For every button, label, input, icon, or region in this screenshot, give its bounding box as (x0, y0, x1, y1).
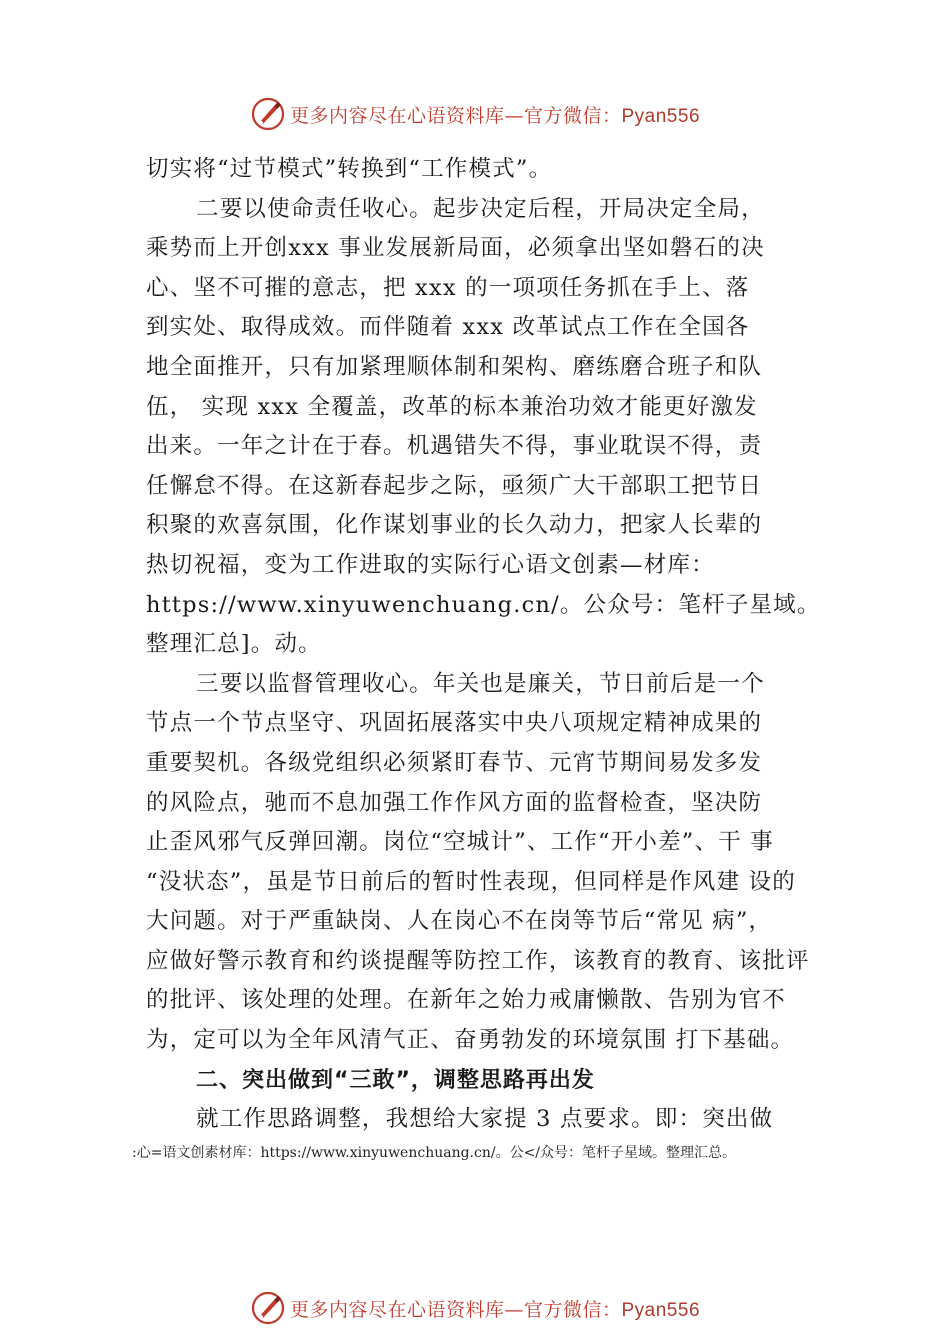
text-line: 热切祝福，变为工作进取的实际行心语文创素—材库： (146, 551, 715, 578)
text-line: 止歪风邪气反弹回潮。岗位“空城计”、工作“开小差”、干 事 (146, 829, 774, 856)
text-line: 就工作思路调整，我想给大家提 3 点要求。即：突出做 (196, 1106, 774, 1133)
text-line: 任懈怠不得。在这新春起步之际，亟须广大干部职工把节日 (146, 472, 763, 499)
wechat-id: Pyan556 (621, 105, 701, 127)
text-line: 地全面推开，只有加紧理顺体制和架构、磨练磨合班子和队 (146, 353, 763, 380)
text-line: 到实处、取得成效。而伴随着 xxx 改革试点工作在全国各 (146, 314, 750, 341)
banner-text (290, 1295, 700, 1322)
text-line: 乘势而上开创xxx 事业发展新局面，必须拿出坚如磐石的决 (146, 235, 765, 262)
text-line: 切实将“过节模式”转换到“工作模式”。 (146, 156, 553, 182)
document-body (146, 150, 836, 1140)
banner-label: 更多内容尽在心语资料库—官方微信： (289, 1298, 622, 1321)
text-line: 积聚的欢喜氛围，化作谋划事业的长久动力，把家人长辈的 (146, 512, 763, 539)
text-line: 节点一个节点坚守、巩固拓展落实中央八项规定精神成果的 (146, 710, 763, 737)
text-line: 伍， 实现 xxx 全覆盖，改革的标本兼治功效才能更好激发 (146, 393, 758, 420)
text-line: 重要契机。各级党组织必须紧盯春节、元宵节期间易发多发 (146, 749, 763, 776)
banner-label: 更多内容尽在心语资料库—官方微信： (289, 104, 622, 127)
text-line: “没状态”，虽是节日前后的暂时性表现，但同样是作风建 设的 (146, 868, 796, 895)
pen-logo-icon (250, 1290, 286, 1326)
text-line: 的风险点，驰而不息加强工作作风方面的监督检查，坚决防 (146, 789, 763, 816)
text-line: 二要以使命责任收心。起步决定后程，开局决定全局， (196, 195, 765, 222)
footer-watermark-banner (0, 1288, 950, 1328)
text-line: 为，定可以为全年风清气正、奋勇勃发的环境氛围 打下基础。 (146, 1027, 795, 1054)
text-line: 整理汇总]。动。 (146, 631, 322, 658)
wechat-id: Pyan556 (621, 1299, 701, 1321)
text-line: 出来。一年之计在于春。机遇错失不得，事业耽误不得，责 (146, 433, 763, 460)
text-line: 大问题。对于严重缺岗、人在岗心不在岗等节后“常见 病”， (146, 908, 773, 935)
text-line: 三要以监督管理收心。年关也是廉关，节日前后是一个 (196, 670, 765, 697)
pen-logo-icon (250, 96, 286, 132)
footnote-watermark: :心=语文创素材库：https://www.xinyuwenchuang.cn/。公</众号：笔杆子星域。整理汇总。 (132, 1145, 737, 1161)
banner-text (290, 101, 700, 128)
text-line: 心、坚不可摧的意志，把 xxx 的一项项任务抓在手上、落 (146, 274, 750, 301)
text-line: 的批评、该处理的处理。在新年之始力戒庸懒散、告别为官不 (146, 987, 786, 1014)
header-watermark-banner (0, 94, 950, 134)
text-line: 应做好警示教育和约谈提醒等防控工作，该教育的教育、该批评 (146, 947, 810, 974)
text-line: https://www.xinyuwenchuang.cn/。公众号：笔杆子星域。 (146, 591, 821, 618)
section-heading: 二、突出做到“三敢”，调整思路再出发 (196, 1067, 595, 1093)
